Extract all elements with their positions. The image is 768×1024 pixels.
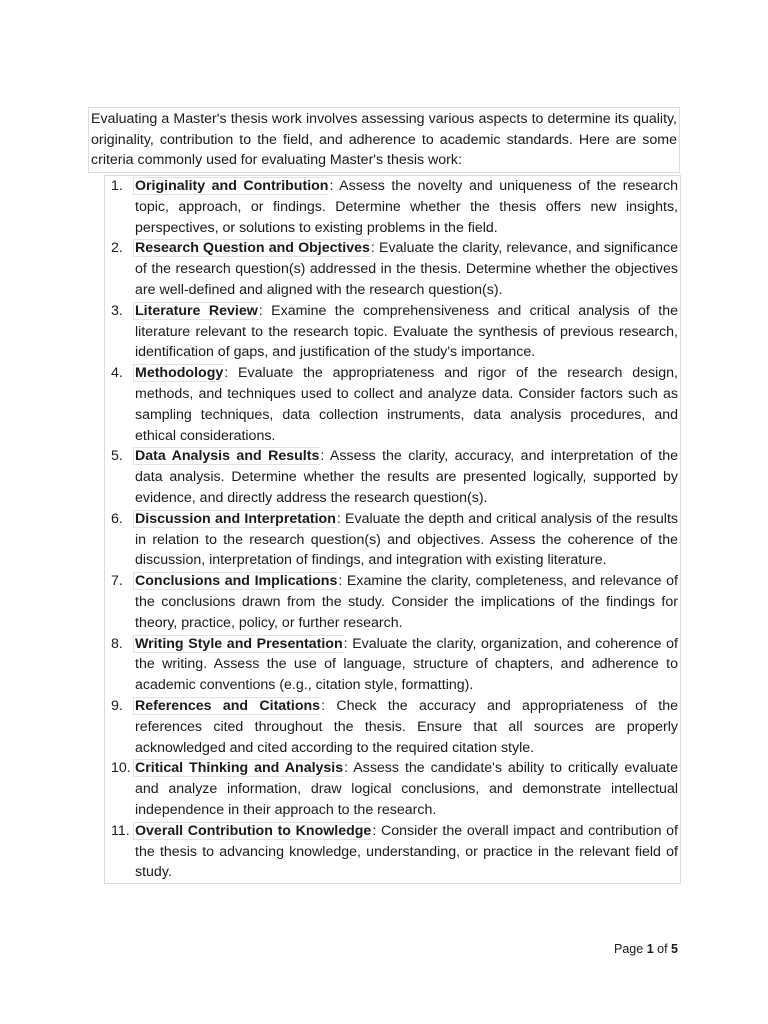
item-term: Methodology xyxy=(135,365,224,382)
item-term: Originality and Contribution xyxy=(135,178,329,194)
item-term: Critical Thinking and Analysis xyxy=(135,760,344,777)
list-item xyxy=(105,176,678,238)
list-item xyxy=(105,446,678,508)
total-pages: 5 xyxy=(671,942,678,956)
list-item xyxy=(105,363,678,446)
item-text: : Examine the clarity, completeness, and relevance of the conclusions drawn from the study. Consider the implications of the findings for theory, practice, policy, or further research. xyxy=(135,573,679,631)
item-number: 10. xyxy=(111,760,131,777)
item-text: : Examine the comprehensiveness and critical analysis of the literature relevant to the research topic. Evaluate the synthesis of previous research, identification of gaps, and justification of the study's importance. xyxy=(135,302,678,361)
item-text: : Evaluate the clarity, organization, and coherence of the writing. Assess the use of language, structure of chapters, and adherence to academic conventions (e.g., citation style, formatting). xyxy=(135,635,678,694)
list-item xyxy=(105,696,678,758)
item-text: : Assess the candidate's ability to critically evaluate and analyze information, draw logical conclusions, and demonstrate intellectual independence in their approach to the research. xyxy=(135,760,678,818)
item-number: 9. xyxy=(111,697,123,714)
item-term: Research Question and Objectives xyxy=(135,240,370,257)
item-term: Writing Style and Presentation xyxy=(135,635,343,652)
intro-paragraph: Evaluating a Master's thesis work involves assessing various aspects to determine its quality, originality, contribution to the field, and adherence to academic standards. Here are some criteria commonly used for evaluating Master's thesis work: xyxy=(88,107,680,173)
item-text: : Check the accuracy and appropriateness of the references cited throughout the thesis. Ensure that all sources are properly acknowledged and cited according to the required citation style. xyxy=(135,697,678,756)
item-number: 5. xyxy=(111,448,123,465)
item-text: : Assess the clarity, accuracy, and interpretation of the data analysis. Determine whether the results are presented logically, supported by evidence, and directly address the research question(s). xyxy=(135,448,678,506)
item-number: 11. xyxy=(111,822,130,839)
criteria-list-box xyxy=(104,175,681,884)
item-term: Literature Review xyxy=(135,302,258,319)
item-text: : Evaluate the appropriateness and rigor of the research design, methods, and techniques used to collect and analyze data. Consider factors such as sampling techniques, data collection instruments, data analysis procedures, and ethical considerations. xyxy=(135,365,678,444)
list-item xyxy=(105,301,678,363)
item-term: Conclusions and Implications xyxy=(135,573,338,590)
item-text: : Assess the novelty and uniqueness of the research topic, approach, or findings. Determine whether the thesis offers new insights, perspectives, or solutions to existing problems in the field. xyxy=(135,178,679,236)
item-number: 1. xyxy=(111,178,123,194)
list-item xyxy=(105,821,678,883)
page-label: Page xyxy=(614,942,644,956)
list-item xyxy=(105,571,678,633)
item-text: : Evaluate the depth and critical analysis of the results in relation to the research question(s) and objectives. Assess the coherence of the discussion, interpretation of findings, and integration with existing literature. xyxy=(135,510,678,569)
current-page: 1 xyxy=(646,942,654,956)
page-number-footer xyxy=(614,942,678,956)
list-item xyxy=(105,634,678,696)
criteria-list xyxy=(105,176,678,883)
item-number: 7. xyxy=(111,573,123,590)
item-term: Discussion and Interpretation xyxy=(135,510,336,527)
list-item xyxy=(105,758,678,820)
item-number: 6. xyxy=(111,510,123,527)
list-item xyxy=(105,238,678,300)
item-term: Overall Contribution to Knowledge xyxy=(135,822,372,839)
item-text: : Evaluate the clarity, relevance, and significance of the research question(s) addressed in the thesis. Determine whether the objectives are well-defined and aligned with the research question(s). xyxy=(135,240,678,298)
item-term: References and Citations xyxy=(135,697,321,714)
item-number: 4. xyxy=(111,365,123,382)
of-label: of xyxy=(657,942,668,956)
item-number: 3. xyxy=(111,302,123,319)
item-number: 8. xyxy=(111,635,123,652)
item-number: 2. xyxy=(111,240,123,257)
item-term: Data Analysis and Results xyxy=(135,448,320,465)
item-text: : Consider the overall impact and contribution of the thesis to advancing knowledge, understanding, or practice in the relevant field of study. xyxy=(135,822,679,881)
list-item xyxy=(105,509,678,571)
